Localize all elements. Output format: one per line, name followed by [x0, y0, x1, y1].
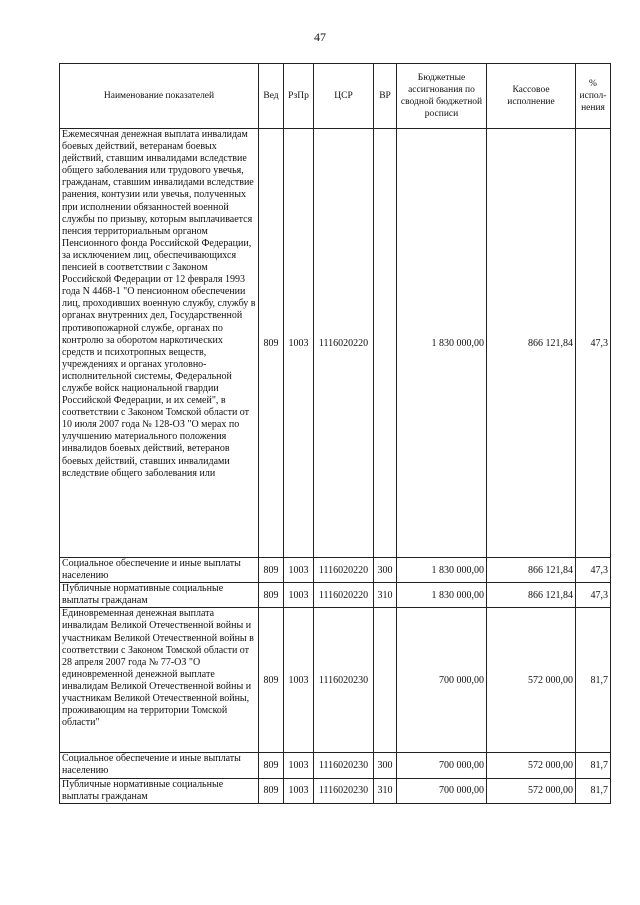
- table-row: [60, 129, 611, 558]
- row-ved: 809: [259, 129, 284, 558]
- table-row: [60, 608, 611, 753]
- row-rzpr: 1003: [284, 558, 314, 583]
- row-ved: 809: [259, 558, 284, 583]
- row-name: Публичные нормативные социальные выплаты гражданам: [60, 778, 259, 803]
- row-cash: 572 000,00: [487, 778, 576, 803]
- row-rzpr: 1003: [284, 608, 314, 753]
- header-vr: ВР: [374, 64, 397, 129]
- row-percent: 47,3: [576, 129, 611, 558]
- row-ved: 809: [259, 753, 284, 778]
- row-name: Единовременная денежная выплата инвалидам Великой Отечественной войны и участникам Великой Отечественной войны в соответствии с Законом Томской области от 28 апреля 2007 года № 77-ОЗ "О единовременной денежной выплате инвалидам Великой Отечественной войны и участникам Великой Отечественной войны, проживающим на территории Томской области": [60, 608, 259, 753]
- row-csr: 1116020230: [314, 608, 374, 753]
- row-name: Ежемесячная денежная выплата инвалидам боевых действий, ветеранам боевых действий, ставшим инвалидами вследствие общего заболевания или трудового увечья, гражданам, ставшим инвалидами вследствие ранения, контузии или увечья, полученных при исполнении обязанностей военной службы по призыву, которым выплачивается пенсия территориальным органом Пенсионного фонда Российской Федерации, за исключением лиц, обеспечивающихся пенсией в соответствии с Законом Российской Федерации от 12 февраля 1993 года N 4468-1 "О пенсионном обеспечении лиц, проходивших военную службу, службу в органах внутренних дел, Государственной противопожарной службе, органах по контролю за оборотом наркотических средств и психотропных веществ, учреждениях и органах уголовно-исполнительной системы, Федеральной службе войск национальной гвардии Российской Федерации, и их семей", в соответствии с Законом Томской области от 10 июля 2007 года № 128-ОЗ "О мерах по улучшению материального положения инвалидов боевых действий, ветеранов боевых действий, ставших инвалидами вследствие общего заболевания или: [62, 129, 256, 479]
- table-row: [60, 583, 611, 608]
- page-number: 47: [314, 30, 326, 44]
- row-ved: 809: [259, 778, 284, 803]
- row-vr: 310: [374, 778, 397, 803]
- table-header-row: [60, 64, 611, 129]
- table-row: [60, 753, 611, 778]
- row-name: Социальное обеспечение и иные выплаты населению: [60, 558, 259, 583]
- row-ved: 809: [259, 583, 284, 608]
- row-budget: 1 830 000,00: [397, 129, 487, 558]
- row-csr: 1116020230: [314, 778, 374, 803]
- budget-execution-table: [59, 63, 611, 804]
- header-percent: % испол-нения: [576, 64, 611, 129]
- row-budget: 700 000,00: [397, 778, 487, 803]
- row-rzpr: 1003: [284, 778, 314, 803]
- row-cash: 866 121,84: [487, 583, 576, 608]
- row-cash: 572 000,00: [487, 753, 576, 778]
- table-row: [60, 778, 611, 803]
- row-percent: 47,3: [576, 558, 611, 583]
- row-vr: 310: [374, 583, 397, 608]
- header-rzpr: РзПр: [284, 64, 314, 129]
- row-name: Социальное обеспечение и иные выплаты населению: [60, 753, 259, 778]
- row-cash: 866 121,84: [487, 129, 576, 558]
- row-budget: 1 830 000,00: [397, 583, 487, 608]
- row-cash: 572 000,00: [487, 608, 576, 753]
- row-ved: 809: [259, 608, 284, 753]
- row-vr: [374, 129, 397, 558]
- row-rzpr: 1003: [284, 753, 314, 778]
- row-csr: 1116020220: [314, 583, 374, 608]
- row-cash: 866 121,84: [487, 558, 576, 583]
- row-percent: 81,7: [576, 608, 611, 753]
- header-name: Наименование показателей: [60, 64, 259, 129]
- row-csr: 1116020230: [314, 753, 374, 778]
- row-percent: 81,7: [576, 778, 611, 803]
- row-budget: 1 830 000,00: [397, 558, 487, 583]
- row-csr: 1116020220: [314, 558, 374, 583]
- row-rzpr: 1003: [284, 129, 314, 558]
- row-rzpr: 1003: [284, 583, 314, 608]
- row-percent: 81,7: [576, 753, 611, 778]
- row-vr: 300: [374, 558, 397, 583]
- row-name: Публичные нормативные социальные выплаты гражданам: [60, 583, 259, 608]
- row-vr: [374, 608, 397, 753]
- row-percent: 47,3: [576, 583, 611, 608]
- header-csr: ЦСР: [314, 64, 374, 129]
- header-cash: Кассовое исполнение: [487, 64, 576, 129]
- header-budget: Бюджетные ассигнования по сводной бюджетной росписи: [397, 64, 487, 129]
- row-csr: 1116020220: [314, 129, 374, 558]
- row-budget: 700 000,00: [397, 753, 487, 778]
- table-row: [60, 558, 611, 583]
- row-name-cell: [60, 129, 259, 558]
- header-ved: Вед: [259, 64, 284, 129]
- row-vr: 300: [374, 753, 397, 778]
- row-budget: 700 000,00: [397, 608, 487, 753]
